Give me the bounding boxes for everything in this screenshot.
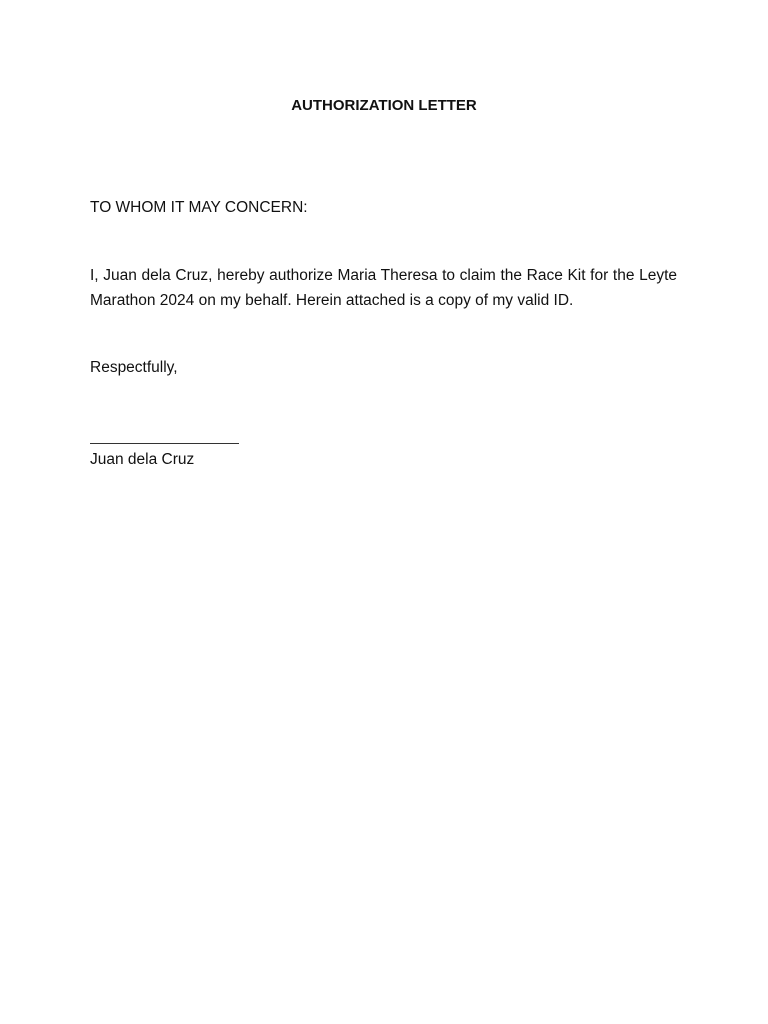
letter-salutation: TO WHOM IT MAY CONCERN: [90, 199, 308, 216]
signature-line [90, 443, 239, 444]
letter-closing: Respectfully, [90, 359, 178, 376]
letter-title: AUTHORIZATION LETTER [291, 97, 477, 114]
signatory-name: Juan dela Cruz [90, 451, 195, 468]
letter-body: I, Juan dela Cruz, hereby authorize Maria Theresa to claim the Race Kit for the Leyte Marathon 2024 on my behalf. Herein attached is a copy of my valid ID. [90, 267, 677, 309]
